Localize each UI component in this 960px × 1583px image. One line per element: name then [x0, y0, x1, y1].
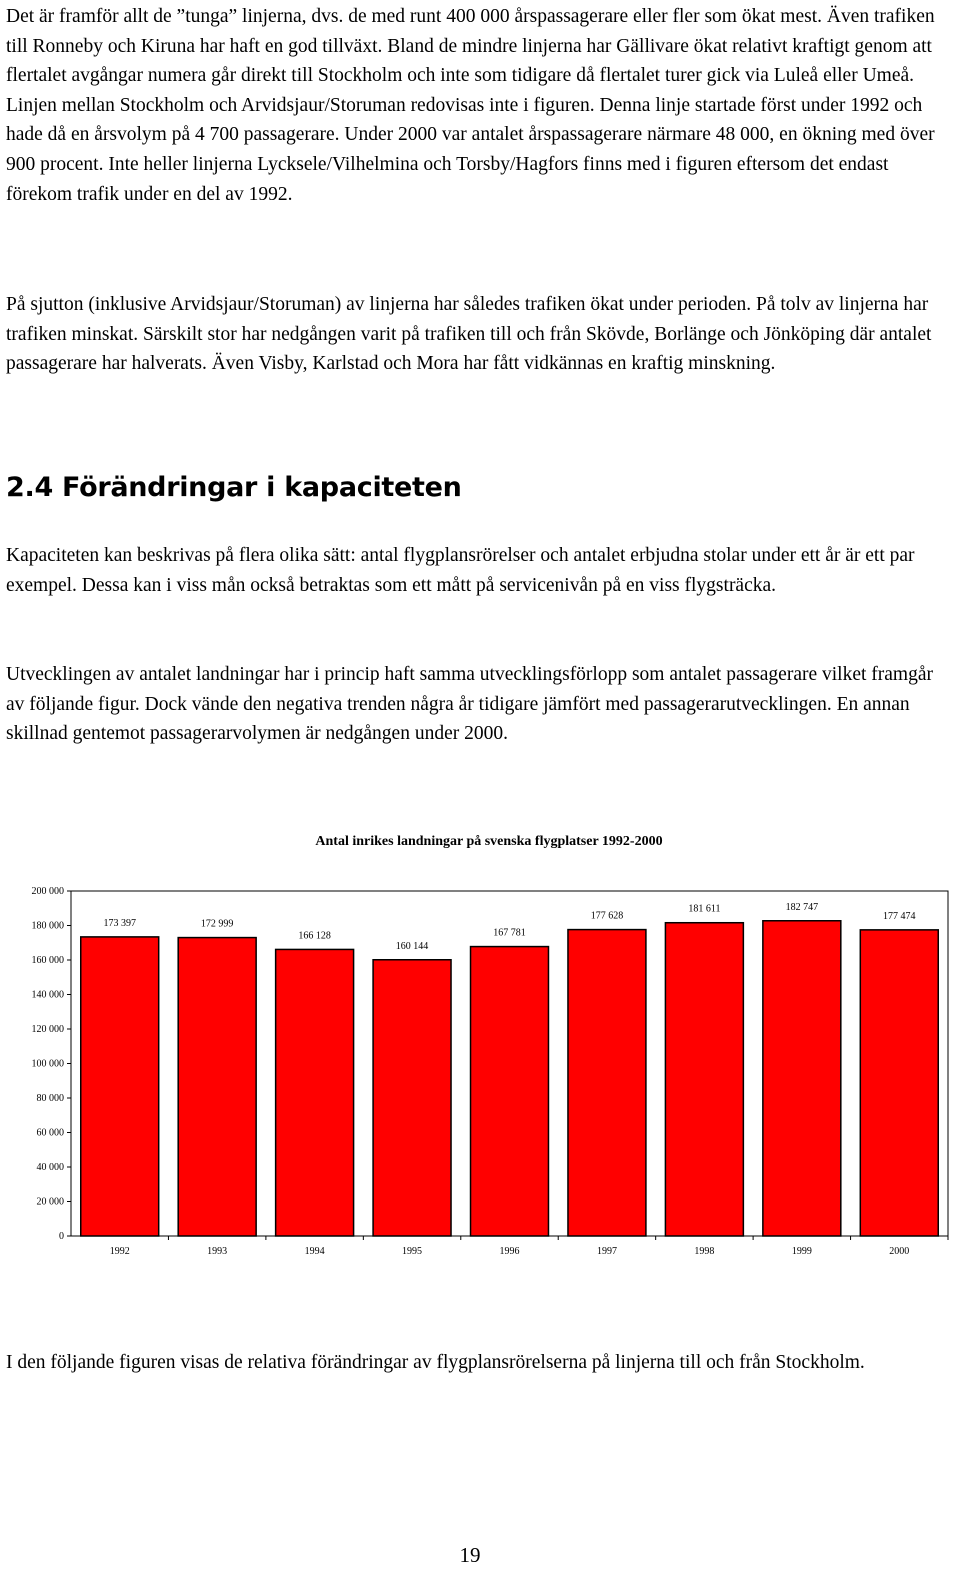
y-tick-label: 140 000: [31, 989, 64, 1001]
bar: [665, 923, 743, 1236]
bar: [81, 937, 159, 1236]
section-heading: 2.4 Förändringar i kapaciteten: [6, 472, 462, 503]
y-tick-label: 40 000: [36, 1162, 64, 1173]
y-tick-label: 20 000: [36, 1196, 64, 1208]
bar: [763, 921, 841, 1236]
chart-body: [32, 886, 949, 1257]
paragraph-3: Kapaciteten kan beskrivas på flera olika sätt: antal flygplansrörelser och antalet erbjudna stolar under ett år är ett par exempel. Dessa kan i viss mån också betraktas som ett mått på servicenivån på en viss flygsträcka.: [6, 545, 915, 596]
y-tick-label: 80 000: [36, 1093, 64, 1104]
y-tick-label: 180 000: [31, 920, 64, 932]
bar: [276, 949, 354, 1236]
x-tick-label: 1996: [499, 1246, 520, 1257]
bar: [471, 947, 549, 1236]
data-label: 167 781: [493, 927, 526, 939]
x-tick-label: 1997: [596, 1246, 617, 1257]
data-label: 160 144: [395, 940, 429, 952]
paragraph-4: Utvecklingen av antalet landningar har i princip haft samma utvecklingsförlopp som antalet passagerare vilket framgår av följande figur. Dock vände den negativa trenden några år tidigare jämfört med passagerarutvecklingen. En annan skillnad gentemot passagerarvolymen är nedgången under 2000.: [6, 664, 934, 745]
y-tick-label: 100 000: [31, 1058, 64, 1070]
y-tick-label: 120 000: [31, 1024, 64, 1035]
y-tick-label: 60 000: [36, 1127, 64, 1139]
x-tick-label: 1994: [304, 1246, 325, 1257]
y-tick-label: 160 000: [31, 955, 64, 966]
page-number: 19: [459, 1543, 481, 1567]
bar: [568, 930, 646, 1236]
x-tick-label: 1992: [109, 1246, 130, 1257]
landings-bar-chart: [0, 820, 960, 1257]
data-label: 166 128: [298, 930, 331, 942]
bar: [860, 930, 938, 1236]
data-label: 177 628: [590, 910, 624, 922]
paragraph-5: I den följande figuren visas de relativa förändringar av flygplansrörelserna på linjerna till och från Stockholm.: [6, 1352, 865, 1373]
x-tick-label: 2000: [889, 1246, 910, 1257]
y-tick-label: 200 000: [31, 886, 64, 897]
paragraph-1: Det är framför allt de ”tunga” linjerna, dvs. de med runt 400 000 årspassagerare eller fler som ökat mest. Även trafiken till Ronneby och Kiruna har haft en god tillväxt. Bland de mindre linjerna har Gällivare ökat relativt kraftigt genom att flertalet avgångar numera går direkt till Stockholm och inte som tidigare då flertalet turer gick via Luleå eller Umeå. Linjen mellan Stockholm och Arvidsjaur/Storuman redovisas inte i figuren. Denna linje startade först under 1992 och hade då en årsvolym på 4 700 passagerare. Under 2000 var antalet årspassagerare närmare 48 000, en ökning med över 900 procent. Inte heller linjerna Lycksele/Vilhelmina och Torsby/Hagfors finns med i figuren eftersom det endast förekom trafik under en del av 1992.: [6, 6, 935, 205]
data-label: 181 611: [688, 903, 721, 915]
paragraph-2: På sjutton (inklusive Arvidsjaur/Storuman) av linjerna har således trafiken ökat under perioden. På tolv av linjerna har trafiken minskat. Särskilt stor har nedgången varit på trafiken till och från Skövde, Borlänge och Jönköping där antalet passagerare har halverats. Även Visby, Karlstad och Mora har fått vidkännas en kraftig minskning.: [6, 294, 932, 375]
bar: [373, 960, 451, 1236]
x-tick-label: 1999: [791, 1246, 812, 1257]
x-tick-label: 1998: [694, 1246, 715, 1257]
data-label: 182 747: [785, 901, 819, 913]
data-label: 173 397: [103, 917, 136, 929]
data-label: 172 999: [200, 918, 234, 930]
data-label: 177 474: [883, 910, 916, 922]
x-tick-label: 1993: [207, 1246, 228, 1257]
x-tick-label: 1995: [402, 1246, 423, 1257]
y-tick-label: 0: [59, 1231, 64, 1242]
bar: [178, 938, 256, 1236]
chart-title: Antal inrikes landningar på svenska flygplatser 1992-2000: [315, 834, 663, 849]
